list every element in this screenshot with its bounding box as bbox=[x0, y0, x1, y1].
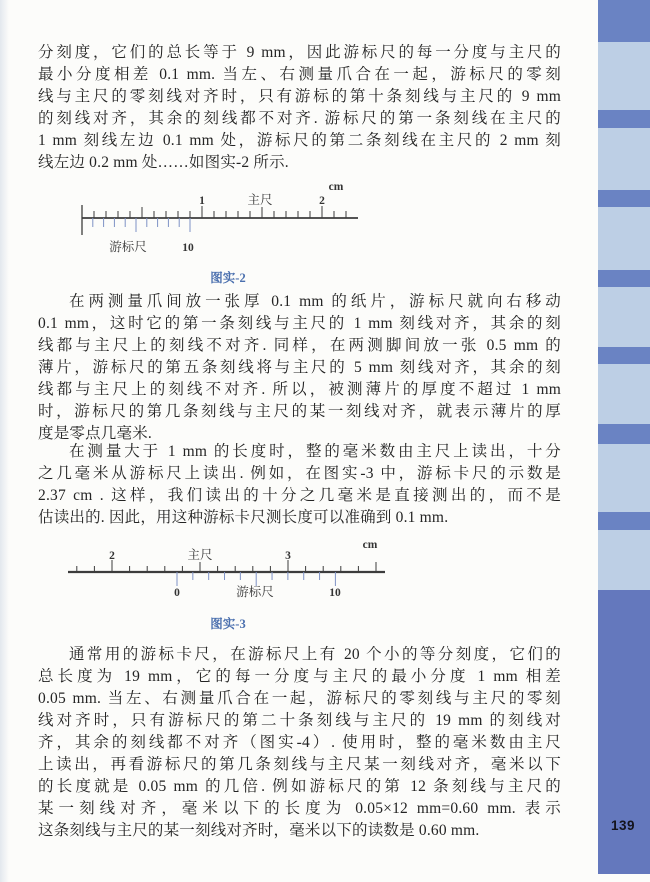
page-left-edge-shade bbox=[0, 0, 9, 882]
fig2-vernier-scale-label: 游标尺 bbox=[109, 240, 147, 254]
text-line: 某一刻线对齐，毫米以下的长度为 0.05×12 mm=0.60 mm. 表示 bbox=[38, 800, 561, 817]
decor-bar bbox=[598, 512, 650, 530]
text-line: 线与主尺的零刻线对齐时，只有游标的第十条刻线与主尺的 9 mm bbox=[38, 88, 561, 105]
text-line: 1 mm 刻线左边 0.1 mm 处，游标尺的第二条刻线在主尺的 2 mm 刻 bbox=[38, 132, 561, 149]
fig2-main-scale-label: 主尺 bbox=[247, 193, 273, 207]
text-line: 时，游标尺的第几条刻线与主尺的某一刻线对齐，就表示薄片的厚 bbox=[38, 403, 561, 420]
fig3-vernier-scale-label: 游标尺 bbox=[236, 585, 274, 599]
text-line: 的刻线对齐，其余的刻线都不对齐. 游标尺的第一条刻线在主尺的 bbox=[38, 110, 561, 127]
fig2-main-tick-label-1: 1 bbox=[199, 195, 205, 207]
text-line: 总长度为 19 mm，它的每一分度与主尺的最小分度 1 mm 相差 bbox=[38, 668, 561, 685]
text-line: 估读出的. 因此，用这种游标卡尺测长度可以准确到 0.1 mm. bbox=[38, 509, 449, 526]
text-line: 线都与主尺上的刻线不对齐. 所以，被测薄片的厚度不超过 1 mm bbox=[38, 381, 561, 398]
fig3-main-scale-label: 主尺 bbox=[187, 548, 213, 562]
text-line: 上读出，再看游标尺的第几条刻线与主尺某一刻线对齐，毫米以下 bbox=[38, 756, 561, 773]
decor-bar bbox=[598, 424, 650, 444]
fig3-main-tick-label-2: 2 bbox=[109, 550, 115, 562]
text-line: 之几毫米从游标尺上读出. 例如，在图实-3 中，游标卡尺的示数是 bbox=[38, 465, 561, 482]
fig3-vernier-tick-label-0: 0 bbox=[174, 587, 180, 599]
text-line: 在测量大于 1 mm 的长度时，整的毫米数由主尺上读出，十分 bbox=[69, 443, 561, 460]
fig2-main-tick-label-2: 2 bbox=[319, 195, 325, 207]
decor-bar bbox=[598, 0, 650, 42]
fig3-unit-label: cm bbox=[362, 539, 378, 551]
fig2-vernier-tick-label-10: 10 bbox=[182, 242, 194, 254]
right-decor-strip bbox=[598, 0, 650, 874]
text-line: 的长度就是 0.05 mm 的几倍. 例如游标尺的第 12 条刻线与主尺的 bbox=[38, 778, 561, 795]
figure-3-vernier-diagram bbox=[55, 538, 395, 618]
fig3-main-tick-label-3: 3 bbox=[285, 550, 291, 562]
page-number: 139 bbox=[611, 818, 636, 833]
text-line: 0.05 mm. 当左、右测量爪合在一起，游标尺的零刻线与主尺的零刻 bbox=[38, 690, 561, 707]
paragraph-4 bbox=[38, 644, 561, 842]
figure-2-caption: 图实-2 bbox=[210, 271, 246, 285]
fig2-ruler-ticks bbox=[82, 205, 358, 235]
text-line: 分刻度，它们的总长等于 9 mm，因此游标尺的每一分度与主尺的 bbox=[38, 44, 561, 61]
decor-bar bbox=[598, 190, 650, 207]
fig3-vernier-tick-label-10: 10 bbox=[329, 587, 341, 599]
paragraph-1 bbox=[38, 42, 561, 174]
text-line: 通常用的游标卡尺，在游标尺上有 20 个小的等分刻度，它们的 bbox=[69, 646, 561, 663]
fig3-ruler-ticks bbox=[68, 560, 385, 586]
paragraph-2 bbox=[38, 291, 561, 445]
text-line: 最小分度相差 0.1 mm. 当左、右测量爪合在一起，游标尺的零刻 bbox=[38, 66, 561, 83]
fig2-unit-label: cm bbox=[328, 181, 344, 193]
text-line: 2.37 cm . 这样，我们读出的十分之几毫米是直接测出的，而不是 bbox=[38, 487, 561, 504]
decor-bar bbox=[598, 270, 650, 287]
figure-2-vernier-diagram bbox=[60, 178, 396, 262]
paragraph-3 bbox=[38, 441, 561, 529]
text-line: 线都与主尺上的刻线不对齐. 同样，在两测脚间放一张 0.5 mm 的 bbox=[38, 337, 561, 354]
text-line: 0.1 mm，这时它的第一条刻线与主尺的 1 mm 刻线对齐，其余的刻 bbox=[38, 315, 561, 332]
text-line: 度是零点几毫米. bbox=[38, 425, 152, 442]
text-line: 齐，其余的刻线都不对齐（图实-4）. 使用时，整的毫米数由主尺 bbox=[38, 734, 561, 751]
decor-bar bbox=[598, 347, 650, 364]
decor-bar bbox=[598, 110, 650, 128]
text-line: 在两测量爪间放一张厚 0.1 mm 的纸片，游标尺就向右移动 bbox=[69, 293, 561, 310]
text-line: 这条刻线与主尺的某一刻线对齐时，毫米以下的读数是 0.60 mm. bbox=[38, 822, 480, 839]
text-line: 线左边 0.2 mm 处……如图实-2 所示. bbox=[38, 154, 289, 171]
text-line: 线对齐时，只有游标尺的第二十条刻线与主尺的 19 mm 的刻线对 bbox=[38, 712, 561, 729]
text-line: 薄片，游标尺的第五条刻线将与主尺的 5 mm 刻线对齐，其余的刻 bbox=[38, 359, 561, 376]
figure-3-caption: 图实-3 bbox=[210, 617, 246, 631]
